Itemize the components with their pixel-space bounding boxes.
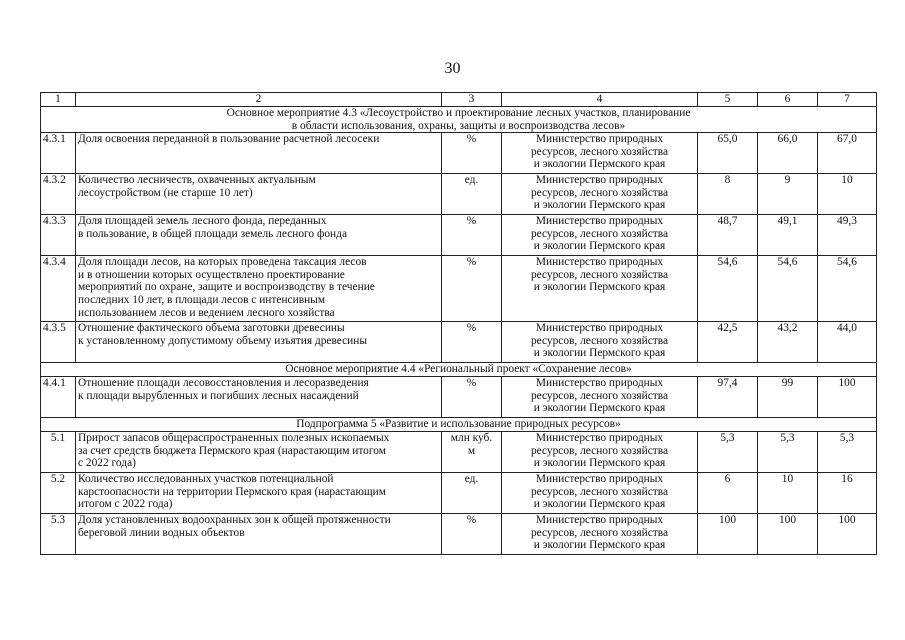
value-col6: 9 xyxy=(758,174,818,215)
header-cell-6: 6 xyxy=(758,93,818,107)
value-col7: 67,0 xyxy=(818,133,877,174)
value-col5: 48,7 xyxy=(698,215,758,256)
value-col5: 65,0 xyxy=(698,133,758,174)
indicator-name: Доля площадей земель лесного фонда, переданных в пользование, в общей площади земель лесного фонда xyxy=(76,215,442,256)
responsible-agency: Министерство природных ресурсов, лесного хозяйства и экологии Пермского края xyxy=(502,133,698,174)
table-row xyxy=(41,473,877,514)
value-col5: 54,6 xyxy=(698,256,758,322)
unit-of-measure: % xyxy=(442,322,502,363)
section-title: Основное мероприятие 4.3 «Лесоустройство и проектирование лесных участков, планирование в области использования, охраны, защиты и воспроизводства лесов» xyxy=(41,107,877,133)
value-col5: 6 xyxy=(698,473,758,514)
table-row xyxy=(41,377,877,418)
responsible-agency: Министерство природных ресурсов, лесного хозяйства и экологии Пермского края xyxy=(502,377,698,418)
table-row xyxy=(41,256,877,322)
unit-of-measure: % xyxy=(442,256,502,322)
value-col7: 5,3 xyxy=(818,432,877,473)
section-title: Основное мероприятие 4.4 «Региональный проект «Сохранение лесов» xyxy=(41,363,877,377)
value-col7: 10 xyxy=(818,174,877,215)
value-col6: 100 xyxy=(758,514,818,555)
unit-of-measure: % xyxy=(442,215,502,256)
indicator-name: Прирост запасов общераспространенных полезных ископаемых за счет средств бюджета Пермского края (нарастающим итогом с 2022 года) xyxy=(76,432,442,473)
header-cell-2: 2 xyxy=(76,93,442,107)
value-col6: 99 xyxy=(758,377,818,418)
responsible-agency: Министерство природных ресурсов, лесного хозяйства и экологии Пермского края xyxy=(502,473,698,514)
value-col6: 49,1 xyxy=(758,215,818,256)
row-number: 4.3.4 xyxy=(41,256,76,322)
unit-of-measure: млн куб. м xyxy=(442,432,502,473)
row-number: 4.3.3 xyxy=(41,215,76,256)
value-col6: 43,2 xyxy=(758,322,818,363)
value-col5: 100 xyxy=(698,514,758,555)
table-row xyxy=(41,322,877,363)
section-row xyxy=(41,363,877,377)
unit-of-measure: % xyxy=(442,377,502,418)
indicator-name: Количество исследованных участков потенциальной карстоопасности на территории Пермского края (нарастающим итогом с 2022 года) xyxy=(76,473,442,514)
table-row xyxy=(41,215,877,256)
header-cell-5: 5 xyxy=(698,93,758,107)
value-col7: 54,6 xyxy=(818,256,877,322)
table-row xyxy=(41,432,877,473)
section-row xyxy=(41,418,877,432)
responsible-agency: Министерство природных ресурсов, лесного хозяйства и экологии Пермского края xyxy=(502,215,698,256)
row-number: 4.3.5 xyxy=(41,322,76,363)
unit-of-measure: % xyxy=(442,133,502,174)
row-number: 4.4.1 xyxy=(41,377,76,418)
value-col7: 100 xyxy=(818,514,877,555)
value-col7: 49,3 xyxy=(818,215,877,256)
value-col6: 54,6 xyxy=(758,256,818,322)
responsible-agency: Министерство природных ресурсов, лесного хозяйства и экологии Пермского края xyxy=(502,256,698,322)
section-row xyxy=(41,107,877,133)
table-row xyxy=(41,133,877,174)
responsible-agency: Министерство природных ресурсов, лесного хозяйства и экологии Пермского края xyxy=(502,432,698,473)
indicator-name: Количество лесничеств, охваченных актуальным лесоустройством (не старше 10 лет) xyxy=(76,174,442,215)
value-col6: 66,0 xyxy=(758,133,818,174)
header-cell-4: 4 xyxy=(502,93,698,107)
value-col5: 8 xyxy=(698,174,758,215)
section-title: Подпрограмма 5 «Развитие и использование природных ресурсов» xyxy=(41,418,877,432)
indicator-name: Доля освоения переданной в пользование расчетной лесосеки xyxy=(76,133,442,174)
header-cell-3: 3 xyxy=(442,93,502,107)
header-row xyxy=(41,93,877,107)
indicators-table xyxy=(40,92,877,555)
table-row xyxy=(41,174,877,215)
value-col6: 10 xyxy=(758,473,818,514)
indicator-name: Отношение фактического объема заготовки древесины к установленному допустимому объему изъятия древесины xyxy=(76,322,442,363)
table-row xyxy=(41,514,877,555)
unit-of-measure: ед. xyxy=(442,174,502,215)
row-number: 4.3.2 xyxy=(41,174,76,215)
value-col7: 44,0 xyxy=(818,322,877,363)
responsible-agency: Министерство природных ресурсов, лесного хозяйства и экологии Пермского края xyxy=(502,322,698,363)
row-number: 5.2 xyxy=(41,473,76,514)
indicator-name: Доля установленных водоохранных зон к общей протяженности береговой линии водных объектов xyxy=(76,514,442,555)
indicator-name: Отношение площади лесовосстановления и лесоразведения к площади вырубленных и погибших лесных насаждений xyxy=(76,377,442,418)
header-cell-1: 1 xyxy=(41,93,76,107)
row-number: 4.3.1 xyxy=(41,133,76,174)
value-col5: 97,4 xyxy=(698,377,758,418)
value-col5: 42,5 xyxy=(698,322,758,363)
row-number: 5.3 xyxy=(41,514,76,555)
unit-of-measure: % xyxy=(442,514,502,555)
value-col7: 100 xyxy=(818,377,877,418)
row-number: 5.1 xyxy=(41,432,76,473)
value-col6: 5,3 xyxy=(758,432,818,473)
responsible-agency: Министерство природных ресурсов, лесного хозяйства и экологии Пермского края xyxy=(502,174,698,215)
responsible-agency: Министерство природных ресурсов, лесного хозяйства и экологии Пермского края xyxy=(502,514,698,555)
indicator-name: Доля площади лесов, на которых проведена таксация лесов и в отношении которых осуществлено проектирование мероприятий по охране, защите и воспроизводству в течение последних 10 лет, в площади лесов с интенсивным использованием лесов и ведением лесного хозяйства xyxy=(76,256,442,322)
value-col5: 5,3 xyxy=(698,432,758,473)
unit-of-measure: ед. xyxy=(442,473,502,514)
page-number: 30 xyxy=(444,60,461,77)
header-cell-7: 7 xyxy=(818,93,877,107)
value-col7: 16 xyxy=(818,473,877,514)
